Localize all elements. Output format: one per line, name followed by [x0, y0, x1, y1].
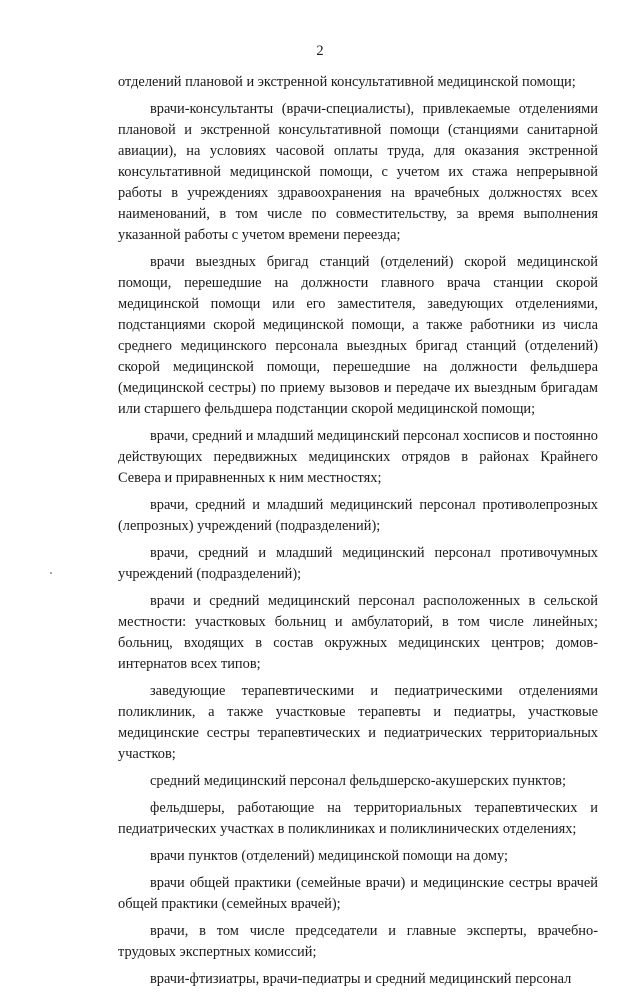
paragraph: врачи общей практики (семейные врачи) и медицинские сестры врачей общей практики (семейных врачей); — [118, 875, 598, 912]
paragraph: врачи выездных бригад станций (отделений) скорой медицинской помощи, перешедшие на должности главного врача станции скорой медицинской помощи или его заместителя, заведующих отделениями, подстанциями скорой медицинской помощи, а также работники из числа среднего медицинского персонала выездных бригад станций (отделений) скорой медицинской помощи, перешедшие на должности фельдшера (медицинской сестры) по приему вызовов и передаче их выездным бригадам или старшего фельдшера подстанции скорой медицинской помощи; — [118, 254, 598, 417]
paragraph: фельдшеры, работающие на территориальных терапевтических и педиатрических участках в поликлиниках и поликлинических отделениях; — [118, 800, 598, 837]
paragraph: врачи и средний медицинский персонал расположенных в сельской местности: участковых больниц и амбулаторий, в том числе линейных; больниц, входящих в состав окружных медицинских центров; домов-интернатов всех типов; — [118, 593, 598, 672]
paragraph: врачи пунктов (отделений) медицинской помощи на дому; — [150, 848, 509, 864]
paragraph: врачи, средний и младший медицинский персонал противолепрозных (лепрозных) учреждений (подразделений); — [118, 497, 598, 534]
paragraph: заведующие терапевтическими и педиатрическими отделениями поликлиник, а также участковые терапевты и педиатры, участковые медицинские сестры терапевтических и педиатрических территориальных участков; — [118, 683, 598, 762]
document-body — [118, 72, 598, 996]
paragraph: врачи, средний и младший медицинский персонал противочумных учреждений (подразделений); — [118, 545, 598, 582]
paragraph: средний медицинский персонал фельдшерско-акушерских пунктов; — [150, 773, 566, 789]
paragraph: врачи-консультанты (врачи-специалисты), привлекаемые отделениями плановой и экстренной консультативной помощи (станциями санитарной авиации), на условиях часовой оплаты труда, для оказания экстренной консультативной медицинской помощи, с учетом их стажа непрерывной работы в учреждениях здравоохранения на врачебных должностях всех наименований, в том числе по совместительству, за время выполнения указанной работы с учетом времени переезда; — [118, 101, 598, 243]
paragraph: врачи-фтизиатры, врачи-педиатры и средний медицинский персонал — [150, 971, 572, 987]
scan-artifact-dot — [50, 572, 52, 574]
paragraph: врачи, средний и младший медицинский персонал хосписов и постоянно действующих передвижных медицинских отрядов в районах Крайнего Севера и приравненных к ним местностях; — [118, 428, 598, 486]
page-number: 2 — [316, 43, 324, 59]
paragraph: врачи, в том числе председатели и главные эксперты, врачебно-трудовых экспертных комиссий; — [118, 923, 598, 960]
paragraph: отделений плановой и экстренной консультативной медицинской помощи; — [118, 74, 576, 90]
